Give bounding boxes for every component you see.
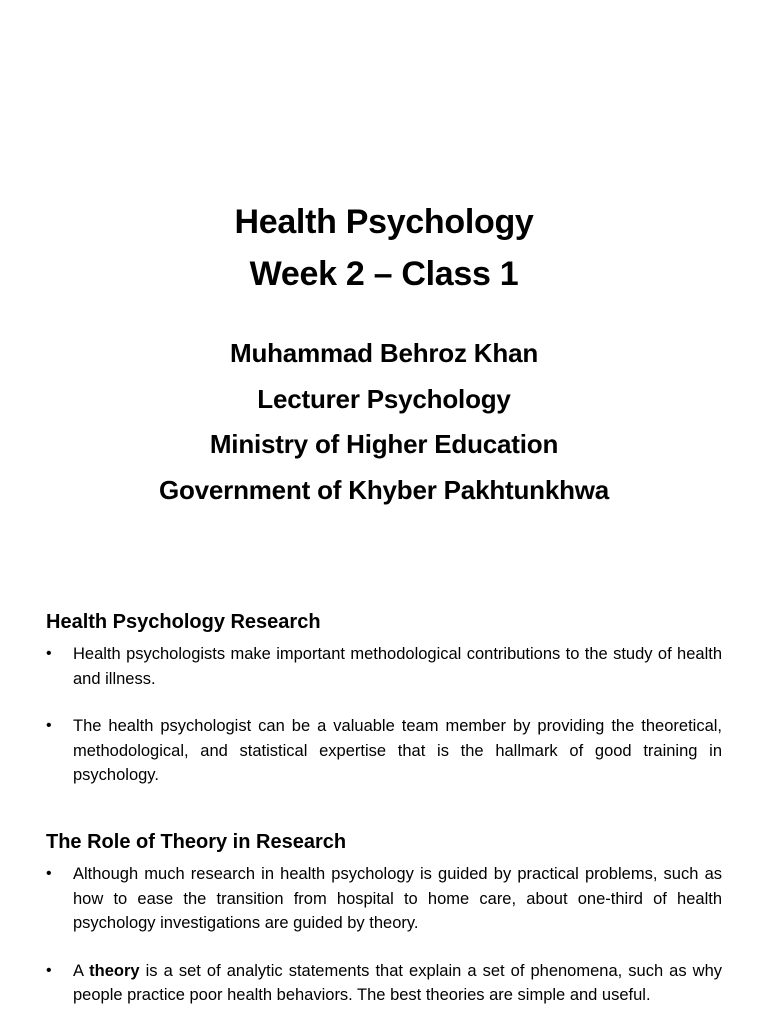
author-name: Muhammad Behroz Khan xyxy=(229,338,539,368)
bullet-icon: • xyxy=(46,645,52,662)
section-research xyxy=(46,608,722,788)
bullet-item xyxy=(46,959,722,1008)
section-theory xyxy=(46,828,722,1008)
title-line-2: Week 2 – Class 1 xyxy=(249,255,519,293)
author-block xyxy=(0,331,768,513)
author-ministry: Ministry of Higher Education xyxy=(209,429,559,459)
author-government: Government of Khyber Pakhtunkhwa xyxy=(158,474,610,505)
bullet-text: is a set of analytic statements that explain a set of phenomena, such as why people practice poor health behaviors. The best theories are simple and useful. xyxy=(73,961,722,1004)
title-line-1: Health Psychology xyxy=(234,203,534,241)
bullet-item xyxy=(46,714,722,788)
bullet-item xyxy=(46,862,722,936)
bullet-prefix: A xyxy=(73,961,90,980)
author-position: Lecturer Psychology xyxy=(257,383,511,414)
bullet-text: Although much research in health psychology is guided by practical problems, such as how to ease the transition from hospital to home care, about one-third of health psychology investigations are guided by theory. xyxy=(73,865,722,932)
bullet-item xyxy=(46,642,722,691)
bullet-icon: • xyxy=(46,717,52,734)
bullet-icon: • xyxy=(46,865,52,882)
title-block xyxy=(0,196,768,300)
bullet-text: The health psychologist can be a valuable team member by providing the theoretical, methodological, and statistical expertise that is the hallmark of good training in psychology. xyxy=(73,717,722,784)
section-heading: The Role of Theory in Research xyxy=(46,831,347,853)
bullet-icon: • xyxy=(46,961,52,979)
bullet-text: Health psychologists make important methodological contributions to the study of health and illness. xyxy=(73,645,722,688)
bullet-bold-term: theory xyxy=(89,961,140,980)
section-heading: Health Psychology Research xyxy=(46,611,321,633)
